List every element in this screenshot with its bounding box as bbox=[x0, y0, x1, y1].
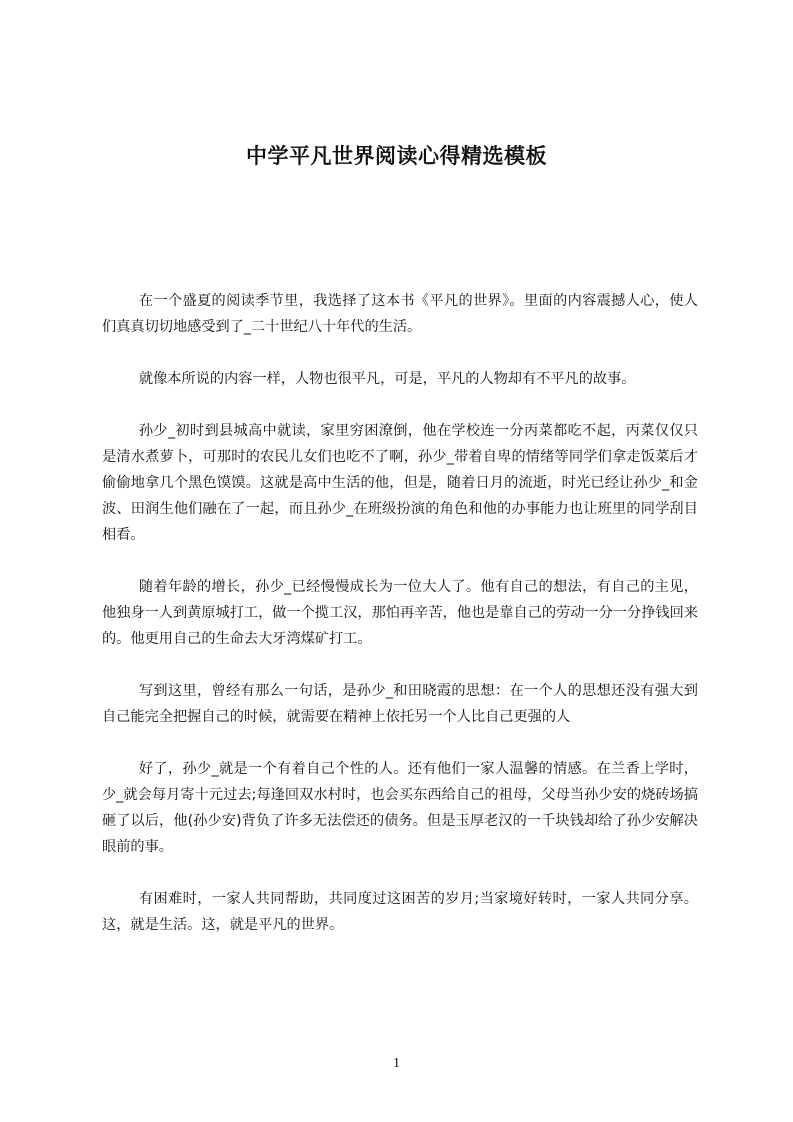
paragraph-2: 就像本所说的内容一样，人物也很平凡，可是，平凡的人物却有不平凡的故事。 bbox=[138, 371, 636, 387]
paragraph-5: 写到这里，曾经有那么一句话，是孙少_和田晓霞的思想：在一个人的思想还没有强大到自己能完全把握自己的时候，就需要在精神上依托另一个人比自己更强的人 bbox=[102, 683, 698, 725]
document-body bbox=[102, 288, 698, 964]
paragraph-6: 好了，孙少_就是一个有着自己个性的人。还有他们一家人温馨的情感。在兰香上学时，少_就会每月寄十元过去;每逢回双水村时，也会买东西给自己的祖母，父母当孙少安的烧砖场搞砸了以后，他(孙少安)背负了许多无法偿还的债务。但是玉厚老汉的一千块钱却给了孙少安解决眼前的事。 bbox=[102, 761, 698, 855]
paragraph-1: 在一个盛夏的阅读季节里，我选择了这本书《平凡的世界》。里面的内容震撼人心，使人们真真切切地感受到了_二十世纪八十年代的生活。 bbox=[102, 293, 698, 335]
paragraph-4: 随着年龄的增长，孙少_已经慢慢成长为一位大人了。他有自己的想法，有自己的主见，他独身一人到黄原城打工，做一个揽工汉，那怕再辛苦，他也是靠自己的劳动一分一分挣钱回来的。他更用自己的生命去大牙湾煤矿打工。 bbox=[102, 579, 698, 647]
paragraph-3: 孙少_初时到县城高中就读，家里穷困潦倒，他在学校连一分丙菜都吃不起，丙菜仅仅只是清水煮萝卜，可那时的农民儿女们也吃不了啊，孙少_带着自卑的情绪等同学们拿走饭菜后才偷偷地拿几个黑色馍馍。这就是高中生活的他，但是，随着日月的流逝，时光已经让孙少_和金波、田润生他们融在了一起，而且孙少_在班级扮演的角色和他的办事能力也让班里的同学刮目相看。 bbox=[102, 423, 698, 543]
paragraph-7: 有困难时，一家人共同帮助，共同度过这困苦的岁月;当家境好转时，一家人共同分享。这，就是生活。这，就是平凡的世界。 bbox=[102, 891, 698, 933]
page-number: 1 bbox=[393, 1056, 400, 1071]
page-title: 中学平凡世界阅读心得精选模板 bbox=[246, 144, 547, 168]
